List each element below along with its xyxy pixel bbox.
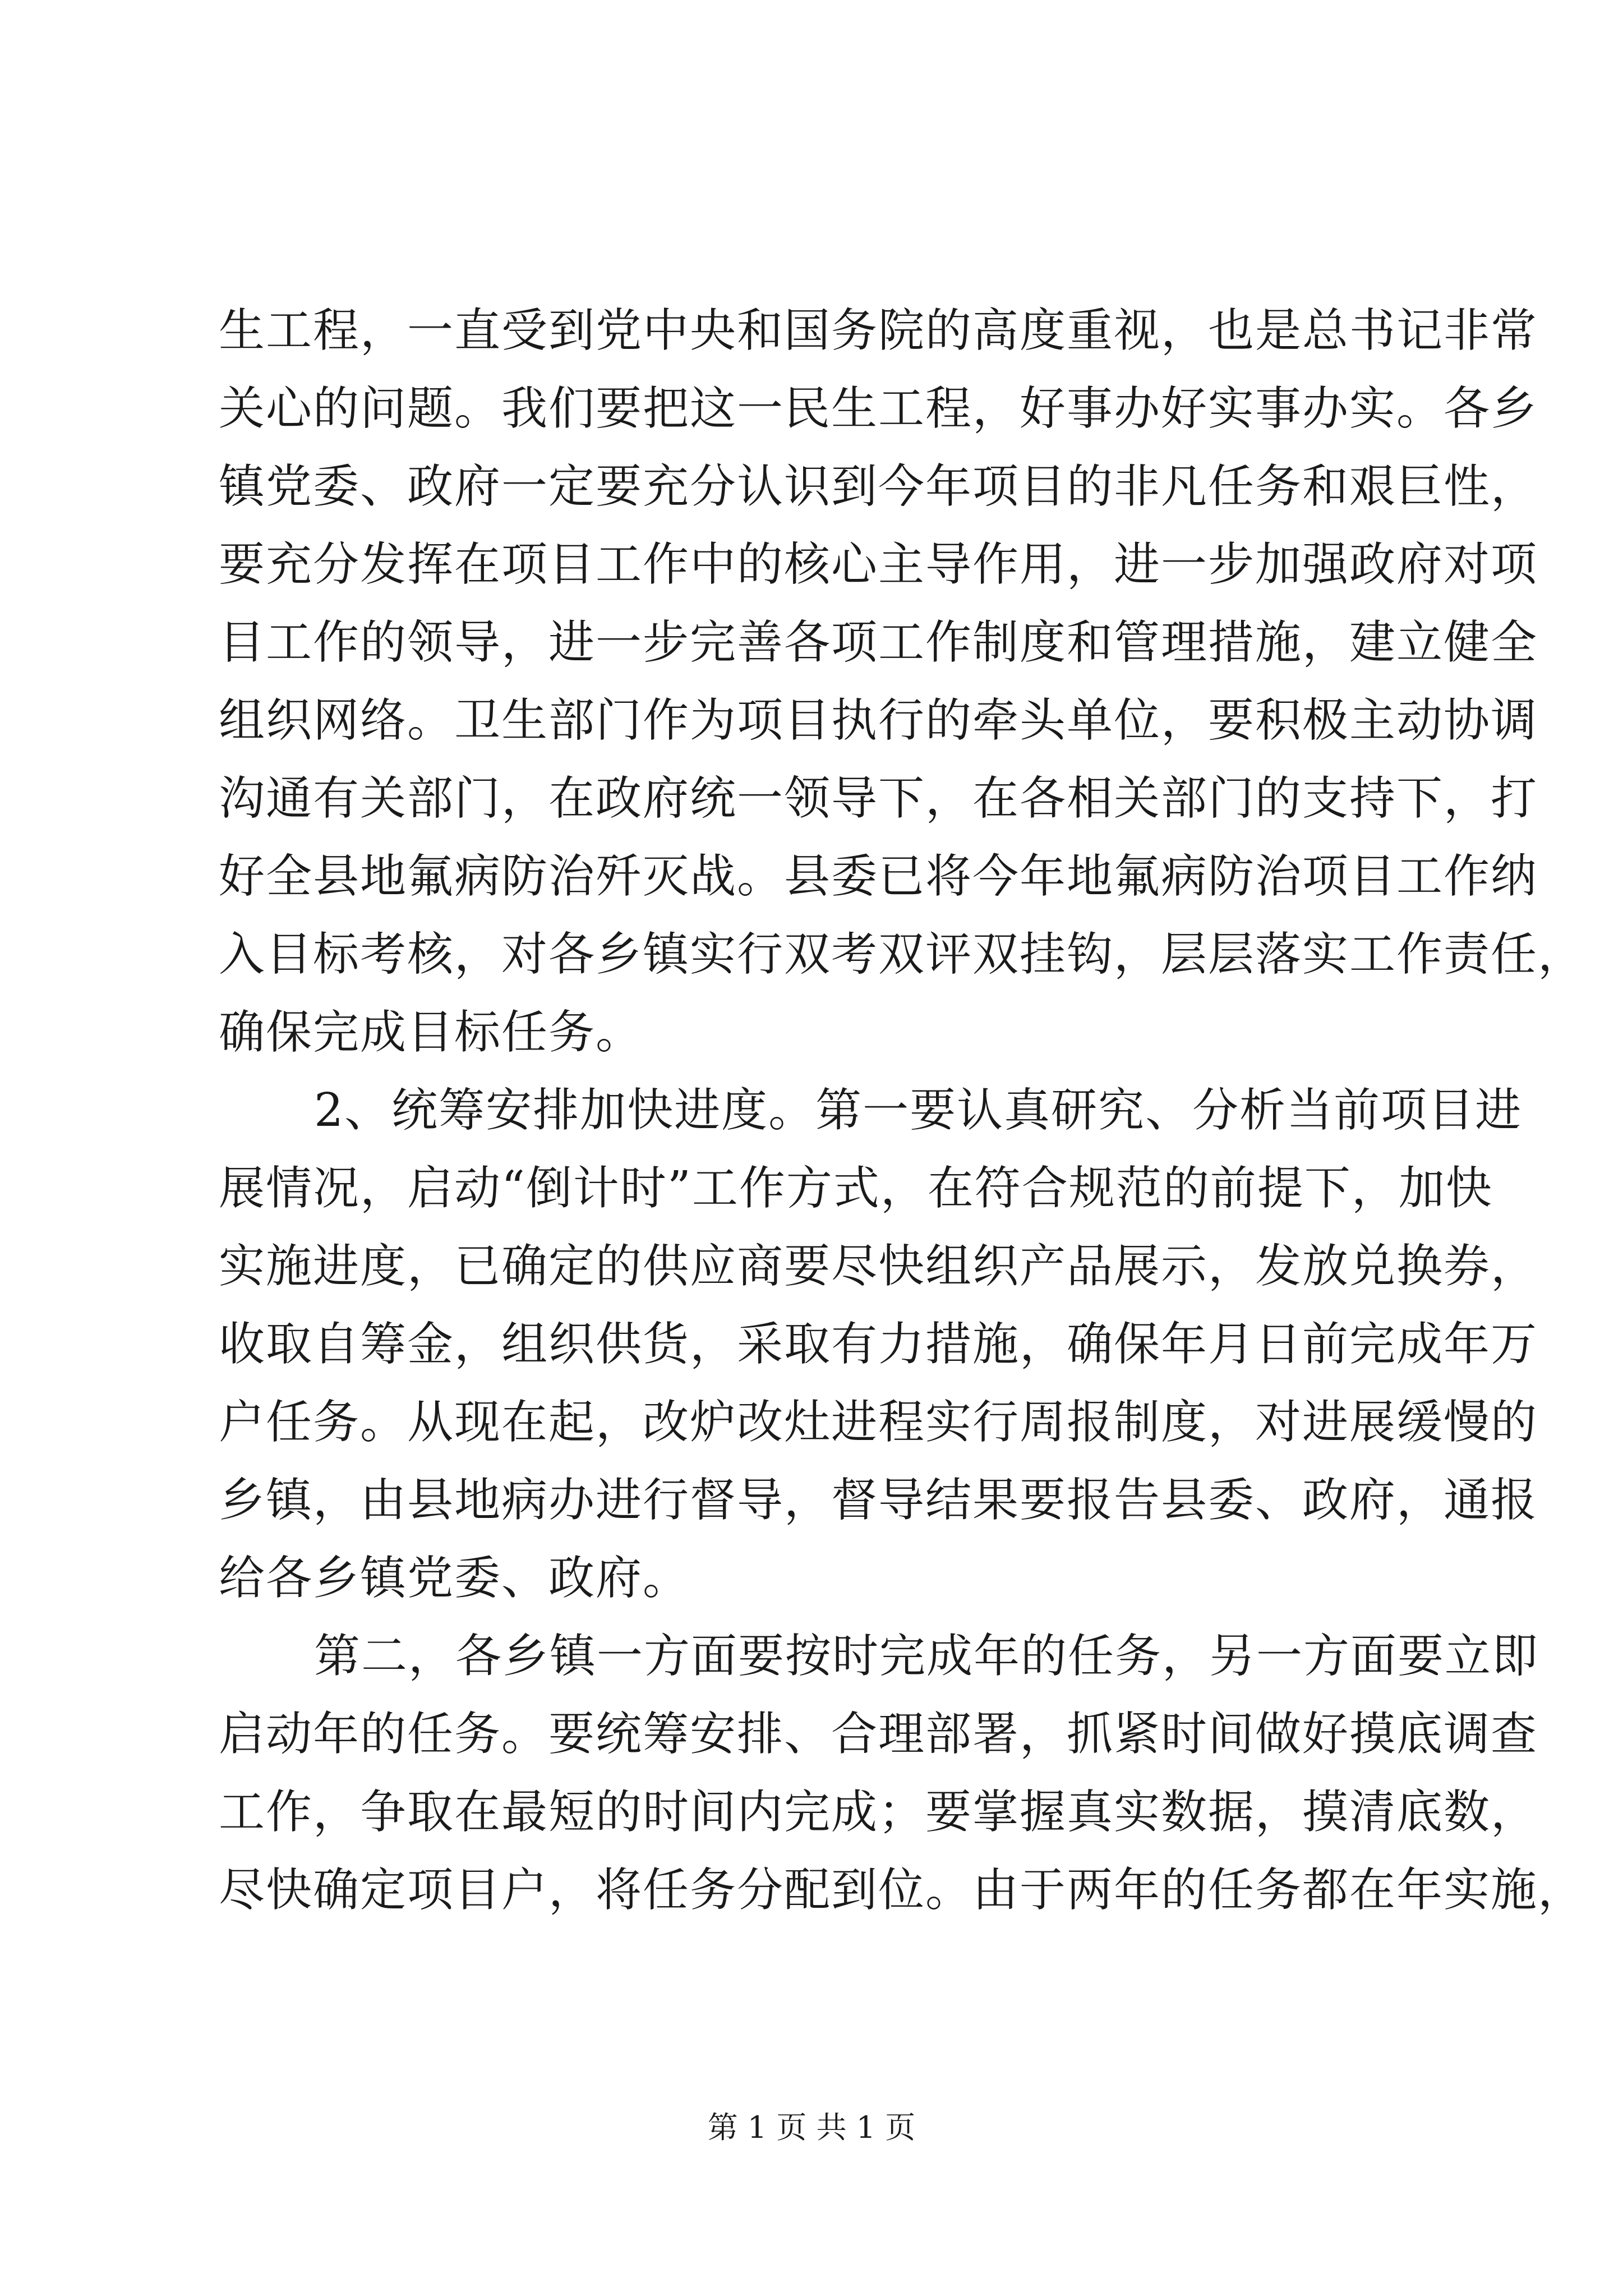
text-line: 关心的问题。我们要把这一民生工程，好事办好实事办实。各乡 (219, 382, 1538, 435)
text-line: 收取自筹金，组织供货，采取有力措施，确保年月日前完成年万 (219, 1318, 1538, 1371)
text-line: 乡镇，由县地病办进行督导，督导结果要报告县委、政府，通报 (219, 1474, 1538, 1527)
text-line: 2、统筹安排加快进度。第一要认真研究、分析当前项目进 (314, 1084, 1523, 1137)
text-line: 实施进度，已确定的供应商要尽快组织产品展示，发放兑换券， (219, 1240, 1538, 1293)
paragraph (219, 292, 1585, 1071)
text-line: 镇党委、政府一定要充分认识到今年项目的非凡任务和艰巨性， (219, 460, 1538, 513)
text-line: 第二，各乡镇一方面要按时完成年的任务，另一方面要立即 (314, 1630, 1539, 1683)
text-line: 户任务。从现在起，改炉改灶进程实行周报制度，对进展缓慢的 (219, 1396, 1538, 1449)
text-line: 组织网络。卫生部门作为项目执行的牵头单位，要积极主动协调 (219, 694, 1538, 747)
document-body (219, 292, 1585, 1929)
text-line: 启动年的任务。要统筹安排、合理部署，抓紧时间做好摸底调查 (219, 1708, 1538, 1761)
paragraph (219, 1617, 1585, 1929)
text-line: 生工程，一直受到党中央和国务院的高度重视，也是总书记非常 (219, 304, 1538, 357)
text-line: 入目标考核，对各乡镇实行双考双评双挂钩，层层落实工作责任， (219, 928, 1585, 981)
paragraph (219, 1071, 1538, 1617)
text-line: 沟通有关部门，在政府统一领导下，在各相关部门的支持下，打 (219, 772, 1538, 825)
text-line: 尽快确定项目户，将任务分配到位。由于两年的任务都在年实施， (219, 1864, 1585, 1917)
text-line: 展情况，启动“倒计时”工作方式，在符合规范的前提下，加快 (219, 1162, 1493, 1215)
text-line: 确保完成目标任务。 (219, 1006, 643, 1059)
page-number-label: 第 1 页 共 1 页 (707, 2110, 916, 2145)
text-line: 好全县地氟病防治歼灭战。县委已将今年地氟病防治项目工作纳 (219, 850, 1538, 903)
page-footer (0, 2108, 1623, 2147)
text-line: 目工作的领导，进一步完善各项工作制度和管理措施，建立健全 (219, 616, 1538, 669)
text-line: 工作，争取在最短的时间内完成；要掌握真实数据，摸清底数， (219, 1786, 1538, 1839)
text-line: 要充分发挥在项目工作中的核心主导作用，进一步加强政府对项 (219, 538, 1538, 591)
text-line: 给各乡镇党委、政府。 (219, 1552, 690, 1605)
